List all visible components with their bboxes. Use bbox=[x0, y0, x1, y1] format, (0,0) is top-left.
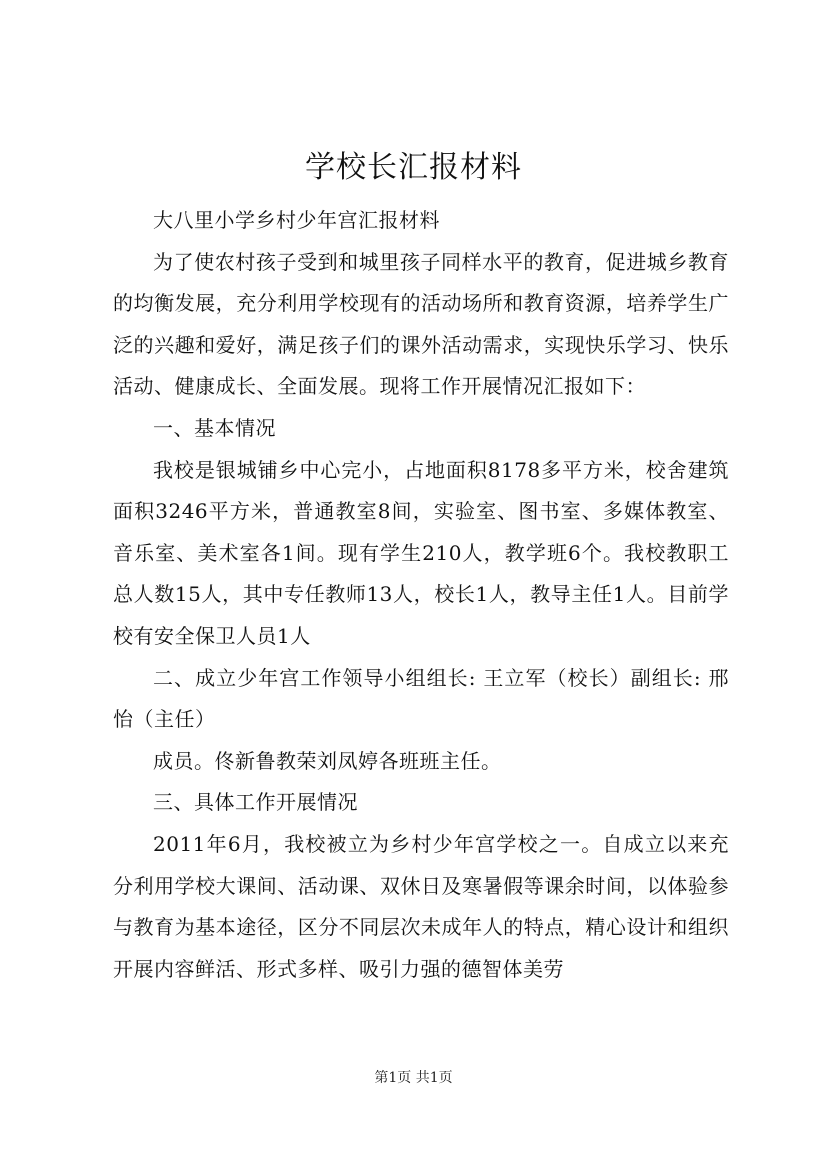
document-body bbox=[113, 200, 729, 990]
paragraph-members: 成员。佟新鲁教荣刘凤婷各班班主任。 bbox=[153, 748, 502, 773]
section-heading-3: 三、具体工作开展情况 bbox=[153, 790, 358, 815]
document-title: 学校长汇报材料 bbox=[305, 150, 522, 185]
paragraph-work: 2011年6月，我校被立为乡村少年宫学校之一。自成立以来充分利用学校大课间、活动课、双休日及寒暑假等课余时间，以体验参与教育为基本途径，区分不同层次未成年人的特点，精心设计和组织开展内容鲜活、形式多样、吸引力强的德智体美劳 bbox=[113, 831, 729, 981]
section-heading-1: 一、基本情况 bbox=[153, 415, 276, 440]
paragraph-subtitle: 大八里小学乡村少年宫汇报材料 bbox=[153, 208, 440, 232]
paragraph-basic-info: 我校是银城铺乡中心完小，占地面积8178多平方米，校舍建筑面积3246平方米，普通教室8间，实验室、图书室、多媒体教室、音乐室、美术室各1间。现有学生210人，教学班6个。我校教职工总人数15人，其中专任教师13人，校长1人，教导主任1人。目前学校有安全保卫人员1人 bbox=[113, 457, 729, 648]
page-footer: 第1页 共1页 bbox=[374, 1070, 453, 1086]
paragraph-intro: 为了使农村孩子受到和城里孩子同样水平的教育，促进城乡教育的均衡发展，充分利用学校现有的活动场所和教育资源，培养学生广泛的兴趣和爱好，满足孩子们的课外活动需求，实现快乐学习、快乐活动、健康成长、全面发展。现将工作开展情况汇报如下： bbox=[113, 249, 729, 399]
section-heading-2: 二、成立少年宫工作领导小组组长: 王立军（校长）副组长: 邢怡（主任） bbox=[113, 665, 729, 732]
